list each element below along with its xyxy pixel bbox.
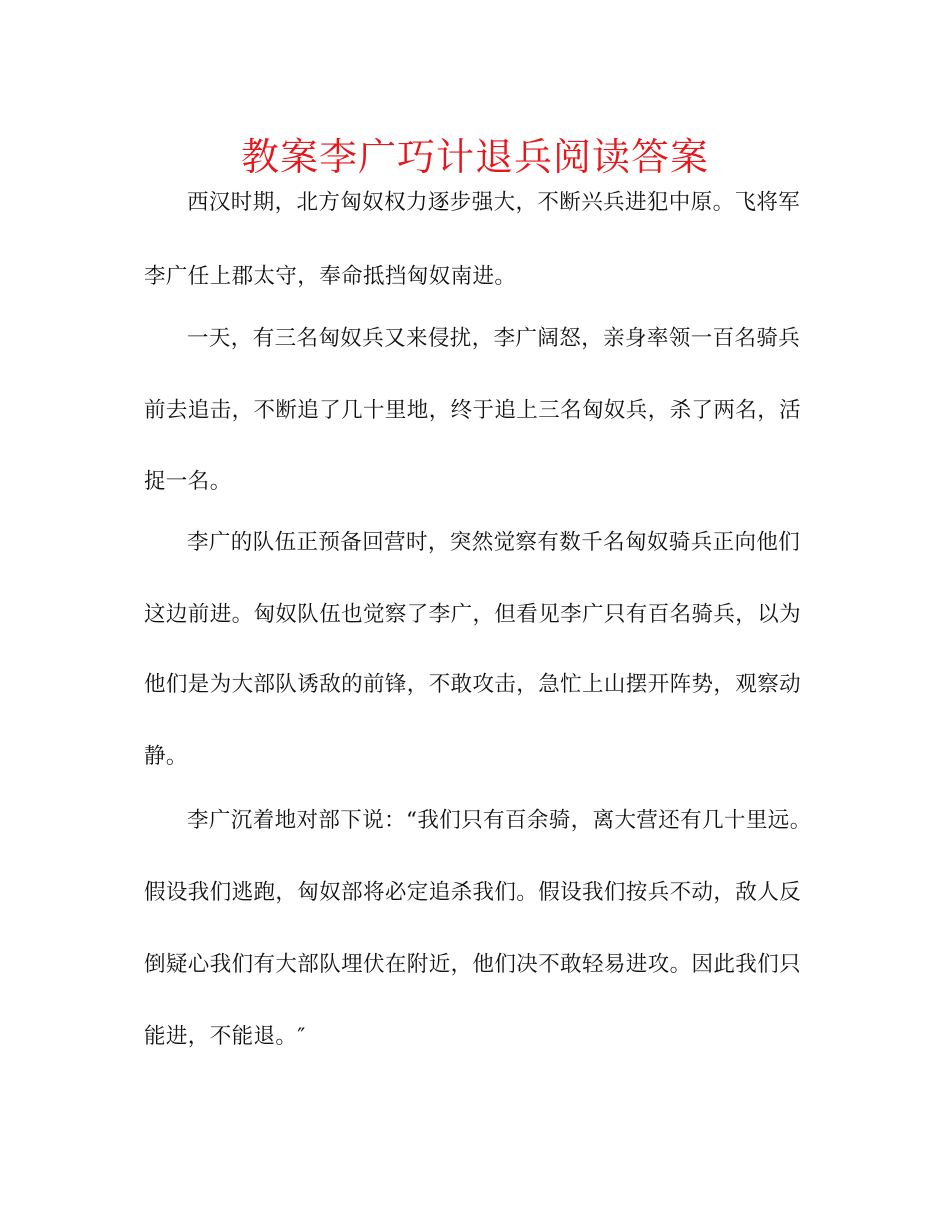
document-title: 教案李广巧计退兵阅读答案 xyxy=(240,135,709,179)
paragraph-2-line-3: 捉一名。 xyxy=(144,469,232,494)
paragraph-4-line-1: 李广沉着地对部下说：“我们只有百余骑，离大营还有几十里远。 xyxy=(187,808,812,833)
paragraph-3-line-1: 李广的队伍正预备回营时，突然觉察有数千名匈奴骑兵正向他们 xyxy=(187,530,801,555)
paragraph-3-line-3: 他们是为大部队诱敌的前锋，不敢攻击，急忙上山摆开阵势，观察动 xyxy=(144,672,802,697)
paragraph-4-line-2: 假设我们逃跑，匈奴部将必定追杀我们。假设我们按兵不动，敌人反 xyxy=(144,880,802,905)
paragraph-4-line-4: 能进，不能退。″ xyxy=(144,1024,306,1049)
paragraph-2-line-1: 一天，有三名匈奴兵又来侵扰，李广阔怒，亲身率领一百名骑兵 xyxy=(187,326,801,351)
paragraph-4-line-3: 倒疑心我们有大部队埋伏在附近，他们决不敢轻易进攻。因此我们只 xyxy=(144,952,802,977)
paragraph-3-line-2: 这边前进。匈奴队伍也觉察了李广，但看见李广只有百名骑兵，以为 xyxy=(144,602,802,627)
paragraph-1-line-2: 李广任上郡太守，奉命抵挡匈奴南进。 xyxy=(144,264,517,289)
paragraph-3-line-4: 静。 xyxy=(144,744,188,769)
paragraph-2-line-2: 前去追击，不断追了几十里地，终于追上三名匈奴兵，杀了两名，活 xyxy=(144,398,802,423)
paragraph-1-line-1: 西汉时期，北方匈奴权力逐步强大，不断兴兵进犯中原。飞将军 xyxy=(187,190,801,215)
